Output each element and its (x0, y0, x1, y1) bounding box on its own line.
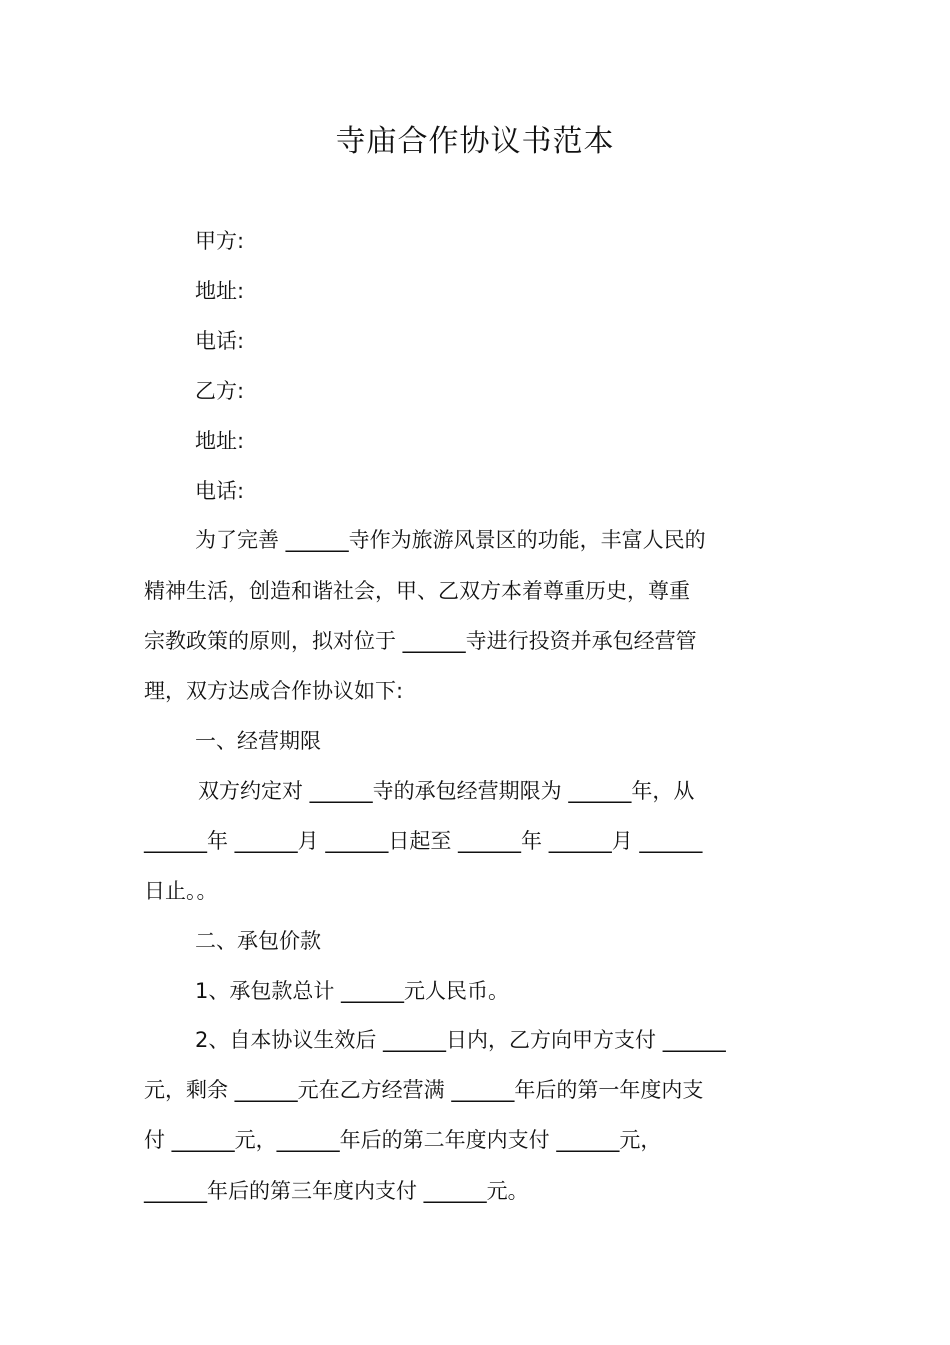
party-b-phone-label: 电话: (195, 479, 245, 503)
section-2-item-2-line-3: 付 ______元，______年后的第二年度内支付 ______元， (144, 1128, 662, 1152)
party-b-address-label: 地址: (195, 429, 245, 453)
party-a-label: 甲方: (195, 229, 245, 253)
intro-line-2: 精神生活，创造和谐社会，甲、乙双方本着尊重历史，尊重 (144, 579, 690, 603)
section-1-line-1: 双方约定对 ______寺的承包经营期限为 ______年，从 (198, 779, 695, 803)
party-a-phone-label: 电话: (195, 329, 245, 353)
section-2-item-1: 1、承包款总计 ______元人民币。 (195, 979, 510, 1003)
intro-line-3: 宗教政策的原则，拟对位于 ______寺进行投资并承包经营管 (144, 629, 697, 653)
section-1-line-3: 日止。。 (144, 879, 218, 903)
section-2-item-2-line-2: 元，剩余 ______元在乙方经营满 ______年后的第一年度内支 (144, 1078, 704, 1102)
section-1-line-2: ______年 ______月 ______日起至 ______年 ______月 ______ (144, 829, 703, 853)
section-1-heading: 一、经营期限 (195, 729, 321, 753)
party-b-label: 乙方: (195, 379, 245, 403)
section-2-heading: 二、承包价款 (195, 929, 321, 953)
intro-line-1: 为了完善 ______寺作为旅游风景区的功能，丰富人民的 (195, 528, 706, 552)
section-2-item-2-line-1: 2、自本协议生效后 ______日内，乙方向甲方支付 ______ (195, 1028, 726, 1052)
intro-line-4: 理，双方达成合作协议如下: (144, 679, 404, 703)
document-title: 寺庙合作协议书范本 (335, 124, 615, 159)
section-2-item-2-line-4: ______年后的第三年度内支付 ______元。 (144, 1179, 529, 1203)
party-a-address-label: 地址: (195, 279, 245, 303)
